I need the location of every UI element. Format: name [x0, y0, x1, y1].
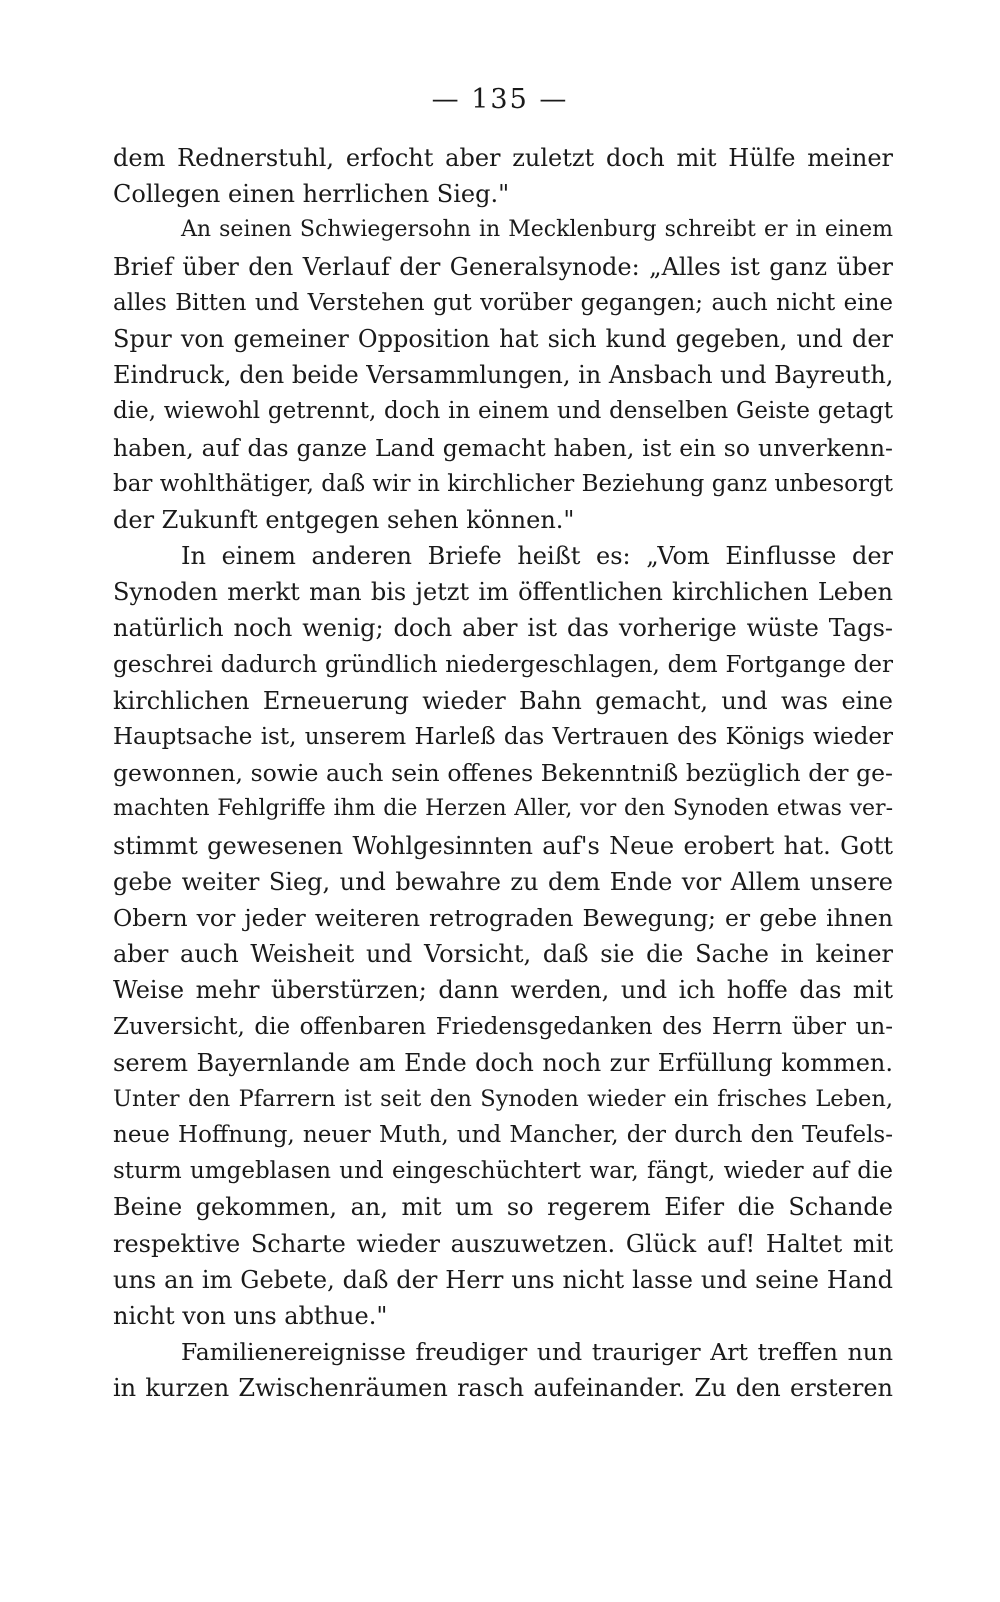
- text-line: An seinen Schwiegersohn in Mecklenburg schreibt er in einem: [181, 217, 893, 243]
- text-line: bar wohlthätiger, daß wir in kirchlicher Beziehung ganz unbesorgt: [113, 470, 893, 497]
- text-line: alles Bitten und Verstehen gut vorüber gegangen; auch nicht eine: [113, 289, 893, 316]
- text-line: natürlich noch wenig; doch aber ist das vorherige wüste Tags-: [113, 614, 893, 643]
- text-line: geschrei dadurch gründlich niedergeschlagen, dem Fortgange der: [113, 651, 893, 678]
- text-line: der Zukunft entgegen sehen können.": [113, 505, 575, 534]
- text-line: Spur von gemeiner Opposition hat sich kund gegeben, und der: [113, 324, 893, 353]
- text-line: gebe weiter Sieg, und bewahre zu dem Ende vor Allem unsere: [113, 867, 893, 896]
- text-line: Familienereignisse freudiger und trauriger Art treffen nun: [181, 1338, 893, 1367]
- text-line: serem Bayernlande am Ende doch noch zur Erfüllung kommen.: [113, 1048, 893, 1077]
- text-line: neue Hoffnung, neuer Muth, und Mancher, der durch den Teufels-: [113, 1122, 893, 1149]
- text-line: Brief über den Verlauf der Generalsynode: „Alles ist ganz über: [113, 252, 893, 281]
- text-line: respektive Scharte wieder auszuwetzen. Glück auf! Haltet mit: [113, 1229, 893, 1258]
- text-line: Unter den Pfarrern ist seit den Synoden wieder ein frisches Leben,: [113, 1085, 893, 1112]
- text-line: sturm umgeblasen und eingeschüchtert war, fängt, wieder auf die: [113, 1158, 893, 1185]
- text-line: Eindruck, den beide Versammlungen, in Ansbach und Bayreuth,: [113, 361, 893, 390]
- text-line: Weise mehr überstürzen; dann werden, und ich hoffe das mit: [113, 976, 893, 1005]
- text-line: stimmt gewesenen Wohlgesinnten auf's Neue erobert hat. Gott: [113, 831, 893, 860]
- text-line: die, wiewohl getrennt, doch in einem und denselben Geiste getagt: [113, 398, 893, 425]
- text-line: dem Rednerstuhl, erfocht aber zuletzt doch mit Hülfe meiner: [113, 144, 893, 172]
- text-line: aber auch Weisheit und Vorsicht, daß sie die Sache in keiner: [113, 940, 893, 969]
- text-line: in kurzen Zwischenräumen rasch aufeinander. Zu den ersteren: [113, 1374, 893, 1403]
- text-line: kirchlichen Erneuerung wieder Bahn gemacht, und was eine: [113, 686, 893, 715]
- text-line: uns an im Gebete, daß der Herr uns nicht lasse und seine Hand: [113, 1265, 893, 1294]
- page-number: — 135 —: [431, 84, 569, 115]
- body-text: [113, 140, 893, 1407]
- text-line: gewonnen, sowie auch sein offenes Bekenntniß bezüglich der ge-: [113, 759, 893, 788]
- text-line: In einem anderen Briefe heißt es: „Vom Einflusse der: [181, 542, 893, 571]
- text-line: Beine gekommen, an, mit um so regerem Eifer die Schande: [113, 1193, 893, 1222]
- text-line: machten Fehlgriffe ihm die Herzen Aller, vor den Synoden etwas ver-: [113, 796, 893, 822]
- text-line: nicht von uns abthue.": [113, 1302, 388, 1330]
- text-line: Obern vor jeder weiteren retrograden Bewegung; er gebe ihnen: [113, 903, 893, 932]
- text-line: haben, auf das ganze Land gemacht haben, ist ein so unverkenn-: [113, 433, 893, 462]
- text-line: Collegen einen herrlichen Sieg.": [113, 180, 510, 209]
- text-line: Synoden merkt man bis jetzt im öffentlichen kirchlichen Leben: [113, 578, 893, 607]
- text-line: Zuversicht, die offenbaren Friedensgedanken des Herrn über un-: [113, 1013, 893, 1040]
- text-line: Hauptsache ist, unserem Harleß das Vertrauen des Königs wieder: [113, 724, 893, 750]
